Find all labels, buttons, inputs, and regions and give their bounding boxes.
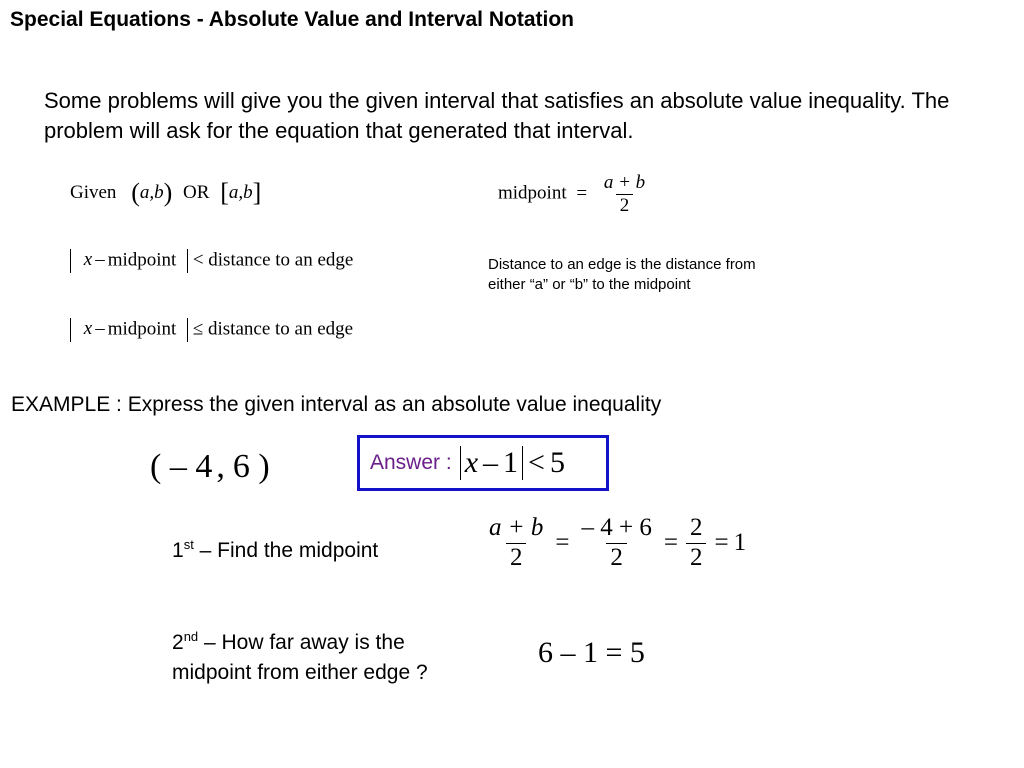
midpoint-fraction — [600, 172, 649, 217]
distance-term: distance to an edge — [208, 249, 354, 271]
variable-x: x — [83, 249, 93, 271]
note-line-2: either “a” or “b” to the midpoint — [488, 276, 691, 293]
or-word: OR — [183, 182, 210, 203]
abs-bar-left — [70, 318, 71, 342]
step-ordinal: nd — [183, 629, 199, 644]
equals-sign: = — [576, 182, 588, 204]
equals-sign: = — [555, 529, 570, 557]
close-bracket: ] — [252, 178, 262, 207]
answer-five: 5 — [549, 446, 565, 479]
distance-term: distance to an edge — [208, 318, 354, 340]
step-number: 2 — [172, 631, 184, 654]
given-word: Given — [70, 182, 117, 203]
fraction-numerator: a + b — [489, 514, 544, 541]
interval-left: – 4 — [169, 448, 213, 485]
fraction-denominator: 2 — [606, 543, 627, 573]
fraction-numerator: 2 — [689, 514, 703, 541]
less-than-sign: < — [192, 249, 204, 271]
minus-sign: – — [95, 318, 105, 340]
fraction-denominator: 2 — [686, 543, 707, 573]
interval-open-paren: ( — [150, 448, 162, 485]
open-paren: ( — [131, 178, 140, 207]
equals-sign: = — [663, 529, 678, 557]
answer-box — [357, 435, 609, 491]
step-ordinal: st — [183, 537, 194, 552]
less-equal-sign: ≤ — [192, 318, 204, 340]
example-label: EXAMPLE : Express the given interval as an absolute value inequality — [11, 393, 662, 416]
example-interval — [150, 448, 270, 486]
answer-one: 1 — [503, 446, 519, 479]
abs-bar-left — [70, 249, 71, 273]
interval-comma: , — [216, 448, 225, 485]
step-1-calculation — [482, 514, 746, 573]
given-intervals — [70, 178, 261, 208]
fraction-numerator: – 4 + 6 — [581, 514, 652, 541]
step-text: – Find the midpoint — [193, 539, 379, 562]
close-paren: ) — [163, 178, 173, 207]
variable-x: x — [464, 446, 479, 479]
abs-bar-left — [460, 446, 461, 480]
fraction-substituted — [577, 514, 655, 573]
fraction-denominator: 2 — [616, 194, 634, 217]
abs-bar-right — [187, 318, 188, 342]
less-than-sign: < — [528, 446, 545, 479]
open-bracket: [ — [220, 178, 229, 207]
interval-closed: a,b — [228, 182, 253, 203]
midpoint-word: midpoint — [498, 182, 567, 204]
distance-note — [488, 255, 818, 295]
minus-sign: – — [95, 249, 105, 271]
strict-inequality — [70, 249, 353, 273]
abs-bar-right — [187, 249, 188, 273]
equals-sign: = — [714, 529, 729, 557]
step-text-line-2: midpoint from either edge ? — [172, 661, 428, 684]
note-line-1: Distance to an edge is the distance from — [488, 256, 756, 273]
fraction-numerator: a + b — [603, 172, 646, 193]
midpoint-term: midpoint — [107, 249, 177, 271]
step-number: 1 — [172, 539, 184, 562]
intro-text: Some problems will give you the given interval that satisfies an absolute value inequality. The problem will ask for the equation that generated that interval. — [44, 88, 950, 143]
midpoint-result: 1 — [733, 529, 747, 557]
interval-right: 6 — [232, 448, 250, 485]
fraction-general — [485, 514, 547, 573]
fraction-denominator: 2 — [506, 543, 527, 573]
step-text-line-1: – How far away is the — [198, 631, 405, 654]
fraction-simplified — [686, 514, 707, 573]
midpoint-formula — [498, 172, 652, 217]
slide-title: Special Equations - Absolute Value and Interval Notation — [10, 8, 574, 31]
answer-inequality — [460, 446, 565, 480]
abs-bar-right — [522, 446, 523, 480]
variable-x: x — [83, 318, 93, 340]
step-2-calculation: 6 – 1 = 5 — [538, 636, 645, 669]
answer-label: Answer : — [370, 451, 452, 474]
interval-open: a,b — [139, 182, 164, 203]
nonstrict-inequality — [70, 318, 353, 342]
step-2-label — [172, 628, 428, 688]
interval-close-paren: ) — [258, 448, 270, 485]
step-1-label — [172, 536, 378, 566]
minus-sign: – — [483, 446, 499, 479]
midpoint-term: midpoint — [107, 318, 177, 340]
